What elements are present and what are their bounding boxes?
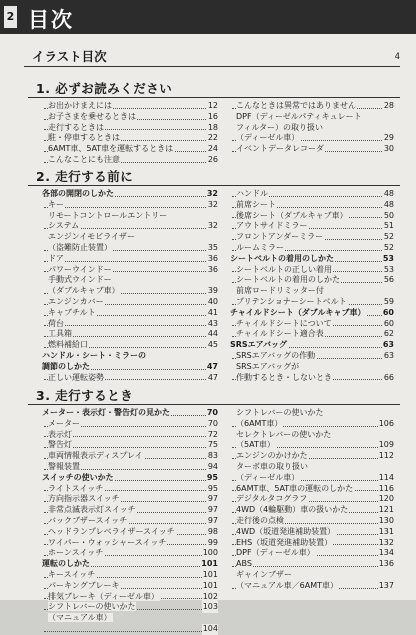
toc-entry-label: ヘッドランプレベライザースイッチ [48,526,175,536]
toc-entry[interactable] [230,451,394,462]
toc-page-number: 97 [207,515,218,525]
toc-entry-label: ドア [48,253,64,263]
toc-entry-label: EHS（坂道発進補助装置） [236,537,333,547]
toc-entry[interactable] [42,329,218,340]
toc-page-number: 114 [378,472,394,482]
toc-page-number: 30 [383,144,394,154]
toc-entry-label: ハンドル・シート・ミラーの [42,350,146,360]
toc-entry[interactable] [230,473,394,484]
toc-page-number: 26 [207,154,218,164]
toc-entry[interactable] [42,211,218,222]
toc-entry[interactable] [230,516,394,527]
toc-entry[interactable] [42,112,218,123]
toc-entry-label: 駐・停車するときは [48,133,120,143]
toc-entry[interactable] [230,408,394,419]
dot-leader [44,261,206,262]
toc-entry-label: 燃料補給口 [48,340,88,350]
toc-entry[interactable] [42,419,218,430]
toc-page-number: 18 [207,122,218,132]
toc-entry-label: 表示灯 [48,429,72,439]
toc-entry[interactable] [230,189,394,200]
toc-entry-label: ホーンスイッチ [48,548,104,558]
toc-entry[interactable] [42,319,218,330]
toc-entry-label: 前席シート [236,199,276,209]
illustration-index-title: イラスト目次 [32,49,107,64]
toc-entry-label: 走行するときは [48,122,104,132]
toc-entry[interactable] [42,602,218,613]
toc-entry[interactable] [42,340,218,351]
toc-entry-label: ギャインブザー [236,569,292,579]
toc-page-number: 120 [378,494,394,504]
toc-entry[interactable] [230,123,394,134]
toc-entry-label: 4WD（坂道発進補助装置） [236,526,336,536]
toc-entry[interactable] [230,373,394,384]
page-number: 2 [4,6,17,28]
toc-page-number: 95 [207,483,218,493]
toc-page-number: 40 [207,296,218,306]
toc-entry[interactable] [42,243,218,254]
toc-page-number: 43 [207,318,218,328]
toc-entry-label: （マニュアル車／6AMT車） [236,580,339,590]
toc-page-number: 60 [382,307,394,317]
toc-page-number: 121 [378,505,394,515]
toc-entry[interactable] [42,548,218,559]
section-heading-1 [28,78,400,98]
toc-entry-label: シフトレバーの使いかた [48,602,136,612]
toc-entry[interactable] [230,101,394,112]
toc-page-number: 50 [383,210,394,220]
toc-entry[interactable] [230,462,394,473]
toc-entry-label: リモートコントロールエントリー [48,210,168,220]
toc-page-number: 59 [383,296,394,306]
illustration-index-page: 4 [394,52,400,62]
toc-entry-label: パーキングブレーキ [48,580,120,590]
toc-entry[interactable] [42,275,218,286]
toc-page-number: 36 [207,253,218,263]
toc-entry[interactable] [230,319,394,330]
toc-entry[interactable] [230,505,394,516]
toc-entry-label: 4WD（4輪駆動）車の扱いかた [236,505,349,515]
toc-entry-label: セレクトレバーの使いかた [236,429,332,439]
dot-leader [44,207,206,208]
toc-entry-label: キー [48,199,64,209]
toc-group-heading[interactable] [230,308,394,319]
section-1-right-column [230,101,394,155]
section-title: 2. 走行する前に [36,169,134,184]
toc-page-number: 29 [383,133,394,143]
toc-entry-label: シフトレバーの使いかた [236,408,324,417]
toc-page-number: 130 [378,515,394,525]
toc-entry-label: エンジンイモビライザー [48,232,135,242]
toc-entry-label: （盗難防止装置） [48,242,112,252]
toc-entry[interactable] [42,286,218,297]
toc-group-heading[interactable] [42,351,218,362]
toc-page-number: 75 [207,440,218,450]
toc-page-number: 101 [202,580,218,590]
toc-page-number: 56 [383,275,394,285]
toc-page-number: 102 [202,591,218,601]
toc-entry[interactable] [42,538,218,549]
section-heading-2 [28,166,400,186]
toc-page-number: 22 [207,133,218,143]
toc-entry-label: シートベルトの正しい着用 [236,264,332,274]
section-1-left-column [42,101,218,166]
dot-leader [44,631,206,632]
toc-entry-label: シートベルトの着用のしかた [236,275,340,285]
toc-page-number: 95 [206,472,218,482]
toc-page-number: 104 [202,623,218,633]
toc-entry-label: 各部の開閉のしかた [42,189,114,198]
toc-entry[interactable] [42,265,218,276]
toc-entry-label: 手動式ウインドー [48,275,112,285]
toc-page-number: 51 [383,221,394,231]
toc-entry-label: 方向指示器スイッチ [48,494,120,504]
toc-entry[interactable] [42,133,218,144]
toc-entry-label: 前席ロードリミッター付 [236,286,324,296]
toc-page-number: 48 [383,189,394,198]
section-3-right-column [230,408,394,592]
toc-entry[interactable] [42,592,218,603]
toc-page-number: 66 [383,372,394,382]
toc-entry[interactable] [42,570,218,581]
toc-entry[interactable] [42,221,218,232]
toc-entry[interactable] [230,527,394,538]
toc-page-number: 48 [383,199,394,209]
toc-entry-label: 正しい運転姿勢 [48,372,104,382]
toc-page-number: 72 [207,429,218,439]
toc-entry[interactable] [42,462,218,473]
toc-page-number: 100 [202,548,218,558]
toc-page-number: 97 [207,505,218,515]
toc-entry-label: 後席シート（ダブルキャブ車） [236,210,348,220]
toc-group-heading[interactable] [230,254,394,265]
toc-entry[interactable] [230,362,394,373]
toc-entry[interactable] [230,221,394,232]
toc-group-heading[interactable] [42,189,218,200]
toc-page-number: 35 [207,242,218,252]
toc-entry-label: 車両情報表示ディスプレイ [48,451,143,461]
toc-page-number: 36 [207,264,218,274]
toc-entry-label: （マニュアル車） [48,613,112,623]
toc-page-number: 70 [207,418,218,428]
toc-entry-label: プリテンショナーシートベルト [236,296,347,306]
toc-entry-label: （6AMT車） [236,418,283,428]
toc-entry[interactable] [42,484,218,495]
toc-page-number: 53 [383,264,394,274]
section-heading-3 [28,385,400,405]
toc-page-number: 32 [207,221,218,231]
toc-entry-label: 工具箱 [48,329,72,339]
toc-page-number: 137 [378,580,394,590]
toc-page-number: 52 [383,232,394,242]
toc-page-number: 63 [382,340,394,350]
toc-entry[interactable] [42,581,218,592]
chapter-header [0,0,416,34]
toc-entry[interactable] [230,430,394,441]
toc-entry-label: 6AMT車、5AT車を運転するときは [48,144,174,154]
toc-page-number: 52 [383,242,394,252]
toc-entry-label: ワイパー・ウォッシャースイッチ [48,537,167,547]
toc-page-number: 32 [206,189,218,198]
toc-entry-label: DPF（ディーゼル車） [236,548,315,558]
toc-entry-label: デジタルタコグラフ [236,494,308,504]
toc-entry[interactable] [230,440,394,451]
toc-entry[interactable] [230,286,394,297]
toc-entry[interactable] [230,559,394,570]
toc-entry-label: ルームミラー [236,242,284,252]
illustration-index-heading[interactable] [24,45,400,67]
toc-page-number: 44 [207,329,218,339]
section-2-left-column [42,189,218,383]
toc-page-number: 16 [207,111,218,121]
toc-page-number: 62 [383,329,394,339]
toc-entry[interactable] [230,570,394,581]
toc-page-number: 70 [206,408,218,417]
dot-leader [232,566,382,567]
toc-entry[interactable] [42,254,218,265]
toc-entry-label: こんなときは異常ではありません [236,101,356,110]
toc-entry-label: バックブザースイッチ [48,515,128,525]
toc-page-number: 116 [378,483,394,493]
toc-entry-label: お子さまを乗せるときは [48,111,136,121]
toc-page-number: 41 [207,307,218,317]
toc-page-number: 136 [378,559,394,569]
toc-entry-label: チャイルドシートについて [236,318,332,328]
toc-entry[interactable] [230,538,394,549]
toc-entry-label: こんなことにも注意 [48,154,120,164]
dot-leader [44,325,206,326]
toc-entry-label: 6AMT車、5AT車の運転のしかた [236,483,354,493]
toc-page-number: 99 [207,537,218,547]
toc-entry[interactable] [230,133,394,144]
toc-entry-label: チャイルドシート適合表 [236,329,324,339]
toc-entry-label: メーター・表示灯・警告灯の見かた [42,408,170,417]
toc-entry[interactable] [230,211,394,222]
toc-entry-label: チャイルドシート（ダブルキャブ車） [230,307,366,317]
toc-page-number: 98 [207,526,218,536]
toc-entry-label: アウトサイドミラー [236,221,308,231]
toc-entry[interactable] [230,275,394,286]
toc-entry-label: フィルター）の取り扱い [236,122,324,132]
toc-entry[interactable] [42,297,218,308]
toc-page-number: 134 [378,548,394,558]
toc-entry[interactable] [42,144,218,155]
toc-entry-label: 警告灯 [48,440,72,450]
toc-entry[interactable] [42,516,218,527]
toc-page-number: 24 [207,144,218,154]
toc-entry-label: システム [48,221,80,231]
toc-entry-label: ABS [236,559,252,569]
toc-entry-label: スイッチの使いかた [42,472,114,482]
toc-entry[interactable] [42,505,218,516]
toc-entry[interactable] [230,484,394,495]
toc-page-number: 109 [378,440,394,450]
toc-page-number: 28 [383,101,394,110]
toc-entry[interactable] [230,200,394,211]
toc-entry[interactable] [230,112,394,123]
toc-entry-label: ライトスイッチ [48,483,104,493]
section-title: 3. 走行するとき [36,388,134,403]
toc-entry-label: イベントデータレコーダ [236,144,324,154]
toc-page-number: 112 [378,451,394,461]
section-3-left-column [42,408,218,635]
toc-entry[interactable] [42,200,218,211]
toc-entry-label: メーター [48,418,80,428]
toc-entry[interactable] [230,297,394,308]
toc-entry-label: SRSエアバッグ [230,340,288,350]
toc-page-number: 47 [206,361,218,371]
toc-entry-label: パワーウインドー [48,264,112,274]
toc-entry-label: DPF（ディーゼルパティキュレート [236,111,362,121]
toc-group-heading[interactable] [230,340,394,351]
toc-entry[interactable] [230,419,394,430]
toc-page-number: 12 [207,101,218,110]
toc-page-number: 32 [207,199,218,209]
toc-entry-label: 運転のしかた [42,559,90,569]
toc-entry-label: （ダブルキャブ車） [48,286,120,296]
toc-entry[interactable] [42,527,218,538]
toc-entry[interactable] [230,144,394,155]
toc-entry[interactable] [42,373,218,384]
toc-entry-label: 作動するとき・しないとき [236,372,332,382]
toc-entry[interactable] [230,243,394,254]
toc-group-heading[interactable] [42,362,218,373]
toc-entry-label: シートベルトの着用のしかた [230,253,334,263]
toc-entry-label: （ディーゼル車） [236,133,300,143]
toc-entry[interactable] [230,494,394,505]
toc-entry-label: 警報装置 [48,461,80,471]
toc-page-number: 101 [202,569,218,579]
toc-entry-label: 調節のしかた [42,361,90,371]
toc-page-number: 97 [207,494,218,504]
toc-page-number: 60 [383,318,394,328]
toc-entry-label: SRSエアバッグが [236,361,300,371]
toc-entry-label: お出かけまえには [48,101,112,110]
toc-entry-label: エンジンカバー [48,296,104,306]
toc-entry[interactable] [42,430,218,441]
toc-entry[interactable] [42,123,218,134]
toc-entry-label: 排気ブレーキ（ディーゼル車） [48,591,159,601]
toc-page-number: 94 [207,461,218,471]
toc-entry[interactable] [42,155,218,166]
toc-page-number: 103 [202,602,218,612]
toc-entry[interactable] [42,494,218,505]
toc-entry[interactable] [230,232,394,243]
toc-page-number: 45 [207,340,218,350]
toc-entry[interactable] [42,440,218,451]
toc-entry-label: 走行後の点検 [236,515,284,525]
toc-page-number: 106 [378,418,394,428]
toc-entry[interactable] [230,548,394,559]
toc-group-heading[interactable] [42,408,218,419]
toc-entry-label: キースイッチ [48,569,96,579]
toc-group-heading[interactable] [42,559,218,570]
toc-entry-label: ハンドル [236,189,268,198]
section-title: 1. 必ずお読みください [36,81,173,96]
toc-entry-label: （ディーゼル車） [236,472,300,482]
toc-page-number: 47 [207,372,218,382]
toc-page-number: 101 [201,559,218,569]
toc-entry[interactable] [42,101,218,112]
toc-entry-label: フロントアンダーミラー [236,232,324,242]
toc-group-heading[interactable] [42,473,218,484]
toc-entry-label: キャブチルト [48,307,96,317]
toc-entry[interactable] [42,451,218,462]
toc-entry-label: （5AT車） [236,440,275,450]
toc-entry-label: 非常点滅表示灯スイッチ [48,505,136,515]
toc-entry-label: エンジンのかけかた [236,451,308,461]
section-2-right-column [230,189,394,383]
toc-entry[interactable] [42,613,218,624]
toc-entry-label: 荷台 [48,318,64,328]
toc-entry[interactable] [230,265,394,276]
toc-entry[interactable] [230,329,394,340]
toc-page-number: 39 [207,286,218,296]
toc-page-number: 63 [383,350,394,360]
toc-page-number: 132 [378,537,394,547]
toc-page-number: 131 [378,526,394,536]
toc-entry[interactable] [42,232,218,243]
toc-entry[interactable] [42,624,218,635]
toc-page-number: 83 [207,451,218,461]
toc-page-number: 53 [382,253,394,263]
toc-entry[interactable] [42,308,218,319]
toc-entry-label: SRSエアバッグの作動 [236,350,316,360]
toc-entry[interactable] [230,581,394,592]
toc-entry[interactable] [230,351,394,362]
page-title: 目次 [28,8,74,32]
toc-entry-label: ターボ車の取り扱い [236,461,308,471]
